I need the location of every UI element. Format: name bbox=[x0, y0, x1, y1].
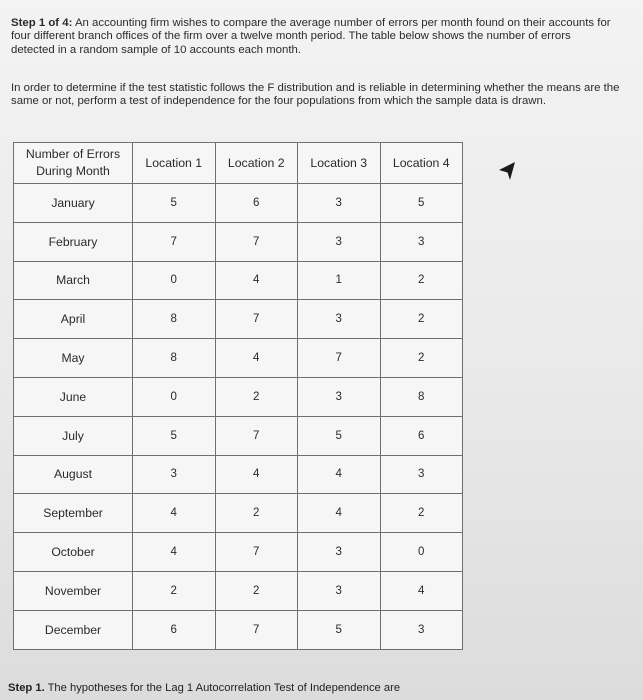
error-count-cell: 2 bbox=[215, 571, 298, 610]
error-count-cell: 3 bbox=[380, 610, 463, 649]
problem-statement bbox=[11, 17, 611, 57]
error-count-cell: 5 bbox=[380, 184, 463, 223]
error-count-cell: 4 bbox=[215, 455, 298, 494]
error-count-cell: 2 bbox=[380, 261, 463, 300]
table-body bbox=[14, 184, 463, 650]
month-cell: February bbox=[14, 222, 133, 261]
step-1-label: Step 1. bbox=[8, 682, 45, 694]
error-count-cell: 5 bbox=[298, 610, 381, 649]
table-row bbox=[14, 455, 463, 494]
table-row bbox=[14, 261, 463, 300]
table-row bbox=[14, 494, 463, 533]
error-count-cell: 7 bbox=[215, 300, 298, 339]
error-count-cell: 7 bbox=[215, 610, 298, 649]
error-count-cell: 2 bbox=[133, 571, 216, 610]
error-count-cell: 0 bbox=[380, 533, 463, 572]
error-count-cell: 2 bbox=[380, 300, 463, 339]
error-count-cell: 4 bbox=[298, 494, 381, 533]
month-cell: November bbox=[14, 571, 133, 610]
table-row bbox=[14, 339, 463, 378]
month-cell: July bbox=[14, 416, 133, 455]
error-count-cell: 4 bbox=[133, 494, 216, 533]
error-count-cell: 3 bbox=[298, 377, 381, 416]
error-count-cell: 4 bbox=[298, 455, 381, 494]
error-count-cell: 4 bbox=[380, 571, 463, 610]
error-count-cell: 4 bbox=[133, 533, 216, 572]
error-count-cell: 3 bbox=[380, 455, 463, 494]
table-row bbox=[14, 222, 463, 261]
error-count-cell: 7 bbox=[215, 222, 298, 261]
error-count-cell: 1 bbox=[298, 261, 381, 300]
table-row bbox=[14, 610, 463, 649]
error-count-cell: 3 bbox=[298, 184, 381, 223]
table-row bbox=[14, 300, 463, 339]
problem-text: An accounting firm wishes to compare the average number of errors per month found on their accounts for four different branch offices of the firm over a twelve month period. The table below shows the number of errors detected in a random sample of 10 accounts each month. bbox=[11, 17, 611, 56]
error-count-cell: 4 bbox=[215, 261, 298, 300]
table-header-row bbox=[14, 143, 463, 184]
errors-table bbox=[13, 142, 463, 650]
table-row bbox=[14, 571, 463, 610]
error-count-cell: 5 bbox=[133, 184, 216, 223]
error-count-cell: 7 bbox=[215, 416, 298, 455]
instruction-paragraph: In order to determine if the test statistic follows the F distribution and is reliable in determining whether the means are the same or not, perform a test of independence for the four populations from which the sample data is drawn. bbox=[11, 82, 620, 108]
error-count-cell: 2 bbox=[380, 339, 463, 378]
error-count-cell: 3 bbox=[298, 300, 381, 339]
header-location-3: Location 3 bbox=[298, 143, 381, 184]
table-row bbox=[14, 184, 463, 223]
error-count-cell: 8 bbox=[133, 339, 216, 378]
error-count-cell: 8 bbox=[380, 377, 463, 416]
month-cell: September bbox=[14, 494, 133, 533]
error-count-cell: 0 bbox=[133, 377, 216, 416]
error-count-cell: 0 bbox=[133, 261, 216, 300]
step-label: Step 1 of 4: bbox=[11, 17, 73, 29]
error-count-cell: 2 bbox=[380, 494, 463, 533]
month-cell: March bbox=[14, 261, 133, 300]
error-count-cell: 7 bbox=[215, 533, 298, 572]
error-count-cell: 3 bbox=[298, 533, 381, 572]
month-cell: January bbox=[14, 184, 133, 223]
step-1-text bbox=[8, 682, 400, 694]
header-location-2: Location 2 bbox=[215, 143, 298, 184]
mouse-pointer-icon bbox=[498, 160, 516, 182]
error-count-cell: 5 bbox=[133, 416, 216, 455]
error-count-cell: 3 bbox=[298, 571, 381, 610]
error-count-cell: 6 bbox=[380, 416, 463, 455]
month-cell: April bbox=[14, 300, 133, 339]
month-cell: October bbox=[14, 533, 133, 572]
table-row bbox=[14, 377, 463, 416]
error-count-cell: 6 bbox=[133, 610, 216, 649]
error-count-cell: 3 bbox=[380, 222, 463, 261]
error-count-cell: 3 bbox=[298, 222, 381, 261]
error-count-cell: 2 bbox=[215, 494, 298, 533]
table-row bbox=[14, 416, 463, 455]
error-count-cell: 7 bbox=[298, 339, 381, 378]
step-1-body: The hypotheses for the Lag 1 Autocorrelation Test of Independence are bbox=[44, 682, 401, 694]
error-count-cell: 4 bbox=[215, 339, 298, 378]
error-count-cell: 2 bbox=[215, 377, 298, 416]
header-location-1: Location 1 bbox=[133, 143, 216, 184]
month-cell: December bbox=[14, 610, 133, 649]
month-cell: May bbox=[14, 339, 133, 378]
error-count-cell: 5 bbox=[298, 416, 381, 455]
error-count-cell: 7 bbox=[133, 222, 216, 261]
error-count-cell: 8 bbox=[133, 300, 216, 339]
month-cell: August bbox=[14, 455, 133, 494]
header-month: Number of Errors During Month bbox=[14, 143, 133, 184]
table-row bbox=[14, 533, 463, 572]
month-cell: June bbox=[14, 377, 133, 416]
header-location-4: Location 4 bbox=[380, 143, 463, 184]
error-count-cell: 3 bbox=[133, 455, 216, 494]
error-count-cell: 6 bbox=[215, 184, 298, 223]
